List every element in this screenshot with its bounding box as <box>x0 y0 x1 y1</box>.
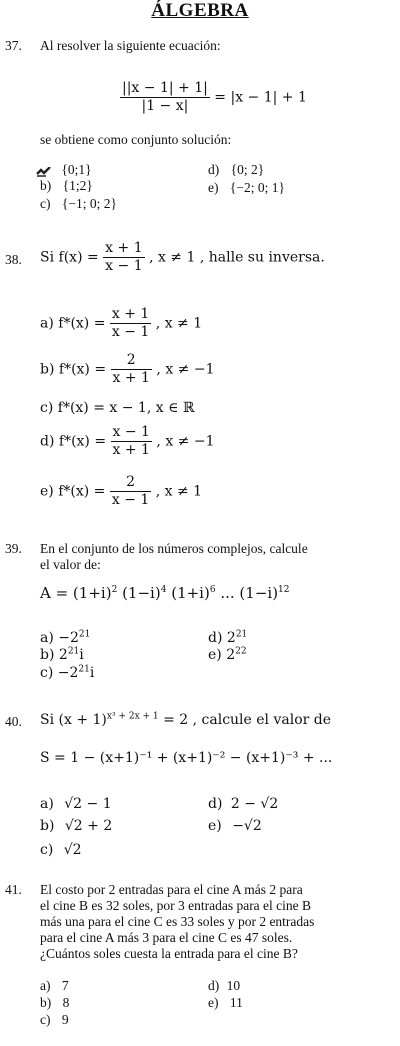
option-value: 2 − √2 <box>230 796 279 812</box>
option-label: c) <box>40 400 54 416</box>
option-condition: , x ≠ 1 <box>155 483 203 500</box>
question-39-option-a <box>40 630 90 647</box>
question-38-number: 38. <box>5 252 22 267</box>
question-37-number: 37. <box>5 38 22 53</box>
option-exponent: 21 <box>78 629 91 640</box>
fraction-denominator: x − 1 <box>111 323 150 340</box>
option-label: d) <box>208 162 220 177</box>
option-exponent: 21 <box>235 629 248 640</box>
question-41-line-1: El costo por 2 entradas para el cine A más 2 para <box>40 882 303 897</box>
question-40-option-e <box>208 818 262 835</box>
option-label: c) <box>40 1012 51 1027</box>
option-value: {0; 2} <box>230 162 265 177</box>
option-value: 2 <box>58 647 68 663</box>
option-condition: , x ≠ 1 <box>155 315 203 332</box>
option-suffix: i <box>89 665 95 681</box>
expr-factor: A = (1+i) <box>40 584 112 602</box>
option-fraction <box>110 306 151 341</box>
option-fraction <box>110 474 151 509</box>
expr-factor: (1−i) <box>122 584 161 602</box>
question-38-statement <box>40 240 325 275</box>
option-exponent: 22 <box>235 646 247 657</box>
statement-base: (x + 1) <box>58 712 107 728</box>
question-40-option-d <box>208 796 278 813</box>
question-37-option-e <box>208 180 285 196</box>
option-label: b) <box>40 818 55 834</box>
question-41-option-d <box>208 978 240 994</box>
option-value: 2 <box>226 630 236 646</box>
question-37-option-b <box>40 178 93 194</box>
option-condition: , x ≠ −1 <box>156 433 215 450</box>
expr-exponent: 6 <box>209 585 216 595</box>
option-value: √2 − 1 <box>64 796 112 812</box>
question-41-line-5: ¿Cuántos soles cuesta la entrada para el cine B? <box>40 946 298 961</box>
option-value: −2 <box>58 630 79 646</box>
statement-pre: Si <box>40 712 55 728</box>
question-37-option-a <box>36 162 92 178</box>
option-label: c) <box>40 196 51 211</box>
fraction-denominator: x − 1 <box>111 491 150 508</box>
question-40-option-a <box>40 796 112 813</box>
option-value: 9 <box>61 1012 69 1027</box>
option-value: {−1; 0; 2} <box>61 196 117 211</box>
question-41-number: 41. <box>5 882 22 897</box>
option-value: 11 <box>229 995 243 1010</box>
page-title: ÁLGEBRA <box>151 0 249 21</box>
option-label: b) <box>40 178 52 193</box>
question-39-option-e <box>208 647 247 664</box>
option-lhs: f*(x) = <box>58 483 106 500</box>
question-41-option-e <box>208 995 243 1011</box>
fraction-denominator: x + 1 <box>112 441 150 458</box>
question-38-option-b <box>40 352 215 387</box>
fraction-numerator: x + 1 <box>111 306 150 322</box>
question-41-option-a <box>40 978 69 994</box>
question-38-option-c <box>40 400 195 417</box>
option-value: {1;2} <box>62 178 93 193</box>
option-label: b) <box>40 361 55 378</box>
option-value: 2 <box>226 647 236 663</box>
option-exponent: 21 <box>78 664 90 675</box>
option-a-value: {0;1} <box>61 162 92 177</box>
option-label: b) <box>40 995 52 1010</box>
equation-fraction <box>120 80 210 115</box>
question-40-number: 40. <box>5 714 22 729</box>
option-value: √2 + 2 <box>64 818 113 834</box>
option-fraction <box>111 424 152 459</box>
option-exponent: 21 <box>67 646 80 657</box>
option-label: d) <box>208 796 223 812</box>
question-39-line1: En el conjunto de los números complejos, calcule <box>40 541 308 556</box>
question-40-option-b <box>40 818 112 835</box>
option-label: d) <box>208 630 223 646</box>
question-37-equation <box>120 80 307 115</box>
option-condition: , x ≠ −1 <box>156 361 215 378</box>
option-label: c) <box>40 842 54 858</box>
option-label: e) <box>208 180 219 195</box>
option-lhs: f*(x) = <box>58 315 106 332</box>
fraction-numerator: ||x − 1| + 1| <box>122 80 208 96</box>
checkmark-icon <box>36 166 52 176</box>
option-label: e) <box>208 647 222 663</box>
option-value: 10 <box>226 978 241 993</box>
question-39-line2: el valor de: <box>40 557 101 572</box>
option-value: −2 <box>57 665 79 681</box>
option-suffix: i <box>79 647 84 663</box>
question-41-option-c <box>40 1012 69 1028</box>
option-value: f*(x) = x − 1, x ∈ ℝ <box>57 400 195 416</box>
statement-post: = 2 , calcule el valor de <box>163 712 332 728</box>
expr-exponent: 4 <box>160 585 167 595</box>
fraction-numerator: 2 <box>126 352 136 368</box>
question-39-expression <box>40 584 290 602</box>
question-41-option-b <box>40 995 69 1011</box>
option-label: a) <box>40 315 54 332</box>
option-label: c) <box>40 665 54 681</box>
option-value: 8 <box>62 995 70 1010</box>
question-39-number: 39. <box>5 541 22 556</box>
option-value: 7 <box>61 978 69 993</box>
option-label: e) <box>208 995 219 1010</box>
question-40-series: S = 1 − (x+1)⁻¹ + (x+1)⁻² − (x+1)⁻³ + ... <box>40 750 333 766</box>
question-41-line-3: más una para el cine C es 33 soles y por 2 entradas <box>40 914 315 929</box>
statement-post: , x ≠ 1 , halle su inversa. <box>149 249 325 266</box>
question-38-option-d <box>40 424 215 459</box>
question-38-option-e <box>40 474 202 509</box>
fraction-denominator: x + 1 <box>112 369 150 386</box>
question-40-statement <box>40 712 331 729</box>
question-37-option-d <box>208 162 264 178</box>
statement-fraction <box>103 240 144 275</box>
option-label: b) <box>40 647 55 663</box>
statement-exponent: x³ + 2x + 1 <box>106 711 159 722</box>
fraction-denominator: |1 − x| <box>120 97 210 115</box>
fraction-numerator: 2 <box>126 474 136 490</box>
question-39-option-d <box>208 630 247 647</box>
option-label: a) <box>40 978 51 993</box>
statement-pre: Si <box>40 249 55 266</box>
question-39-option-c <box>40 665 94 682</box>
question-40-option-c <box>40 842 82 859</box>
option-label: a) <box>40 630 54 646</box>
option-lhs: f*(x) = <box>58 361 107 378</box>
fraction-numerator: x − 1 <box>112 424 150 440</box>
fraction-numerator: x + 1 <box>105 240 143 256</box>
question-37-option-c <box>40 196 117 212</box>
question-38-option-a <box>40 306 202 341</box>
expr-exponent: 2 <box>111 585 118 595</box>
fraction-denominator: x − 1 <box>105 257 143 274</box>
option-value: −√2 <box>232 818 262 834</box>
equation-rhs: = |x − 1| + 1 <box>214 89 307 106</box>
option-label: d) <box>208 978 220 993</box>
option-value: {−2; 0; 1} <box>229 180 285 195</box>
option-fraction <box>111 352 152 387</box>
expr-factor: (1+i) <box>171 584 210 602</box>
question-41-line-4: para el cine A más 3 para el cine C es 47 soles. <box>40 930 293 945</box>
option-value: √2 <box>63 842 82 858</box>
question-37-followup: se obtiene como conjunto solución: <box>40 132 232 147</box>
statement-fx: f(x) = <box>58 249 99 266</box>
expr-exponent: 12 <box>278 585 290 595</box>
option-label: e) <box>208 818 222 834</box>
expr-factor: ... (1−i) <box>220 584 279 602</box>
option-lhs: f*(x) = <box>58 433 107 450</box>
question-37-intro: Al resolver la siguiente ecuación: <box>40 38 221 53</box>
option-label: e) <box>40 483 54 500</box>
question-41-line-2: el cine B es 32 soles, por 3 entradas para el cine B <box>40 898 312 913</box>
question-39-option-b <box>40 647 84 664</box>
option-label: d) <box>40 433 55 450</box>
option-label: a) <box>40 796 54 812</box>
